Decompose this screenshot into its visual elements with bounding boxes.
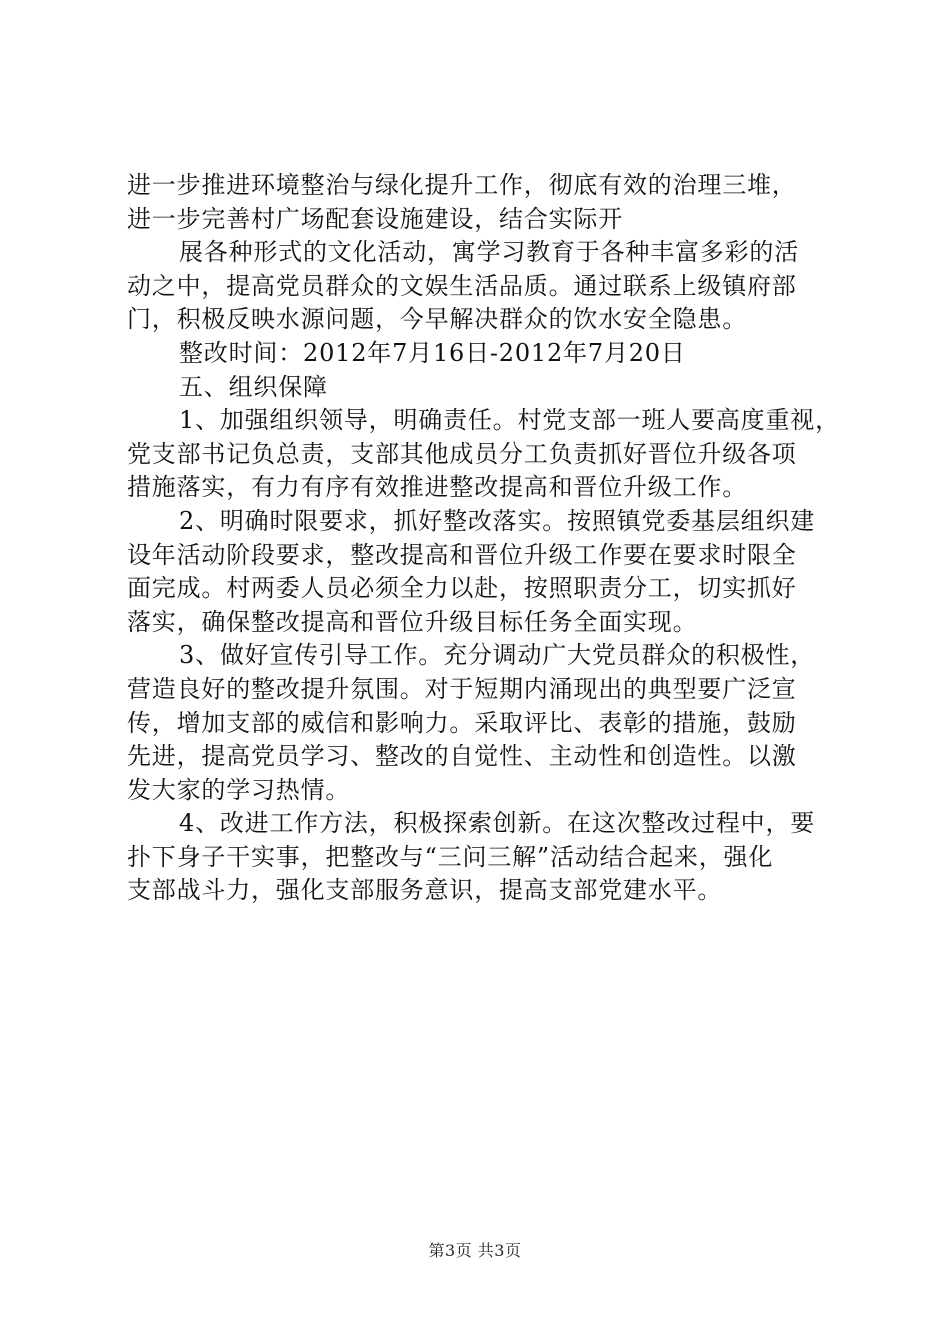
text-line: 进一步完善村广场配套设施建设，结合实际开 xyxy=(127,204,623,233)
text-line: 设年活动阶段要求，整改提高和晋位升级工作要在要求时限全 xyxy=(127,540,797,569)
text-line: 3、做好宣传引导工作。充分调动广大党员群众的积极性， xyxy=(179,641,816,670)
text-line: 五、组织保障 xyxy=(179,372,328,401)
text-line: 进一步推进环境整治与绿化提升工作，彻底有效的治理三堆， xyxy=(127,171,797,199)
text-line: 动之中，提高党员群众的文娱生活品质。通过联系上级镇府部 xyxy=(127,271,797,300)
text-line: 门，积极反映水源问题，今早解决群众的饮水安全隐患。 xyxy=(127,305,747,334)
text-line: 传，增加支部的威信和影响力。采取评比、表彰的措施，鼓励 xyxy=(127,708,797,737)
text-line: 措施落实，有力有序有效推进整改提高和晋位升级工作。 xyxy=(127,473,747,502)
document-body xyxy=(127,169,847,908)
text-line: 2、明确时限要求，抓好整改落实。按照镇党委基层组织建 xyxy=(179,506,816,535)
text-line: 先进，提高党员学习、整改的自觉性、主动性和创造性。以激 xyxy=(127,742,797,771)
text-line: 整改时间：2012年7月16日-2012年7月20日 xyxy=(179,338,686,367)
text-line: 支部战斗力，强化支部服务意识，提高支部党建水平。 xyxy=(127,876,723,905)
text-line: 面完成。村两委人员必须全力以赴，按照职责分工，切实抓好 xyxy=(127,574,797,603)
page-footer: 第3页 共3页 xyxy=(428,1241,522,1260)
text-line: 扑下身子干实事，把整改与“三问三解”活动结合起来，强化 xyxy=(127,842,774,871)
text-line: 展各种形式的文化活动，寓学习教育于各种丰富多彩的活 xyxy=(179,238,799,267)
text-line: 4、改进工作方法，积极探索创新。在这次整改过程中，要 xyxy=(179,809,816,838)
text-line: 1、加强组织领导，明确责任。村党支部一班人要高度重视， xyxy=(179,406,840,435)
text-line: 营造良好的整改提升氛围。对于短期内涌现出的典型要广泛宣 xyxy=(127,674,797,703)
text-line: 落实，确保整改提高和晋位升级目标任务全面实现。 xyxy=(127,607,698,636)
text-line: 发大家的学习热情。 xyxy=(127,775,351,804)
text-line: 党支部书记负总责，支部其他成员分工负责抓好晋位升级各项 xyxy=(127,439,797,468)
